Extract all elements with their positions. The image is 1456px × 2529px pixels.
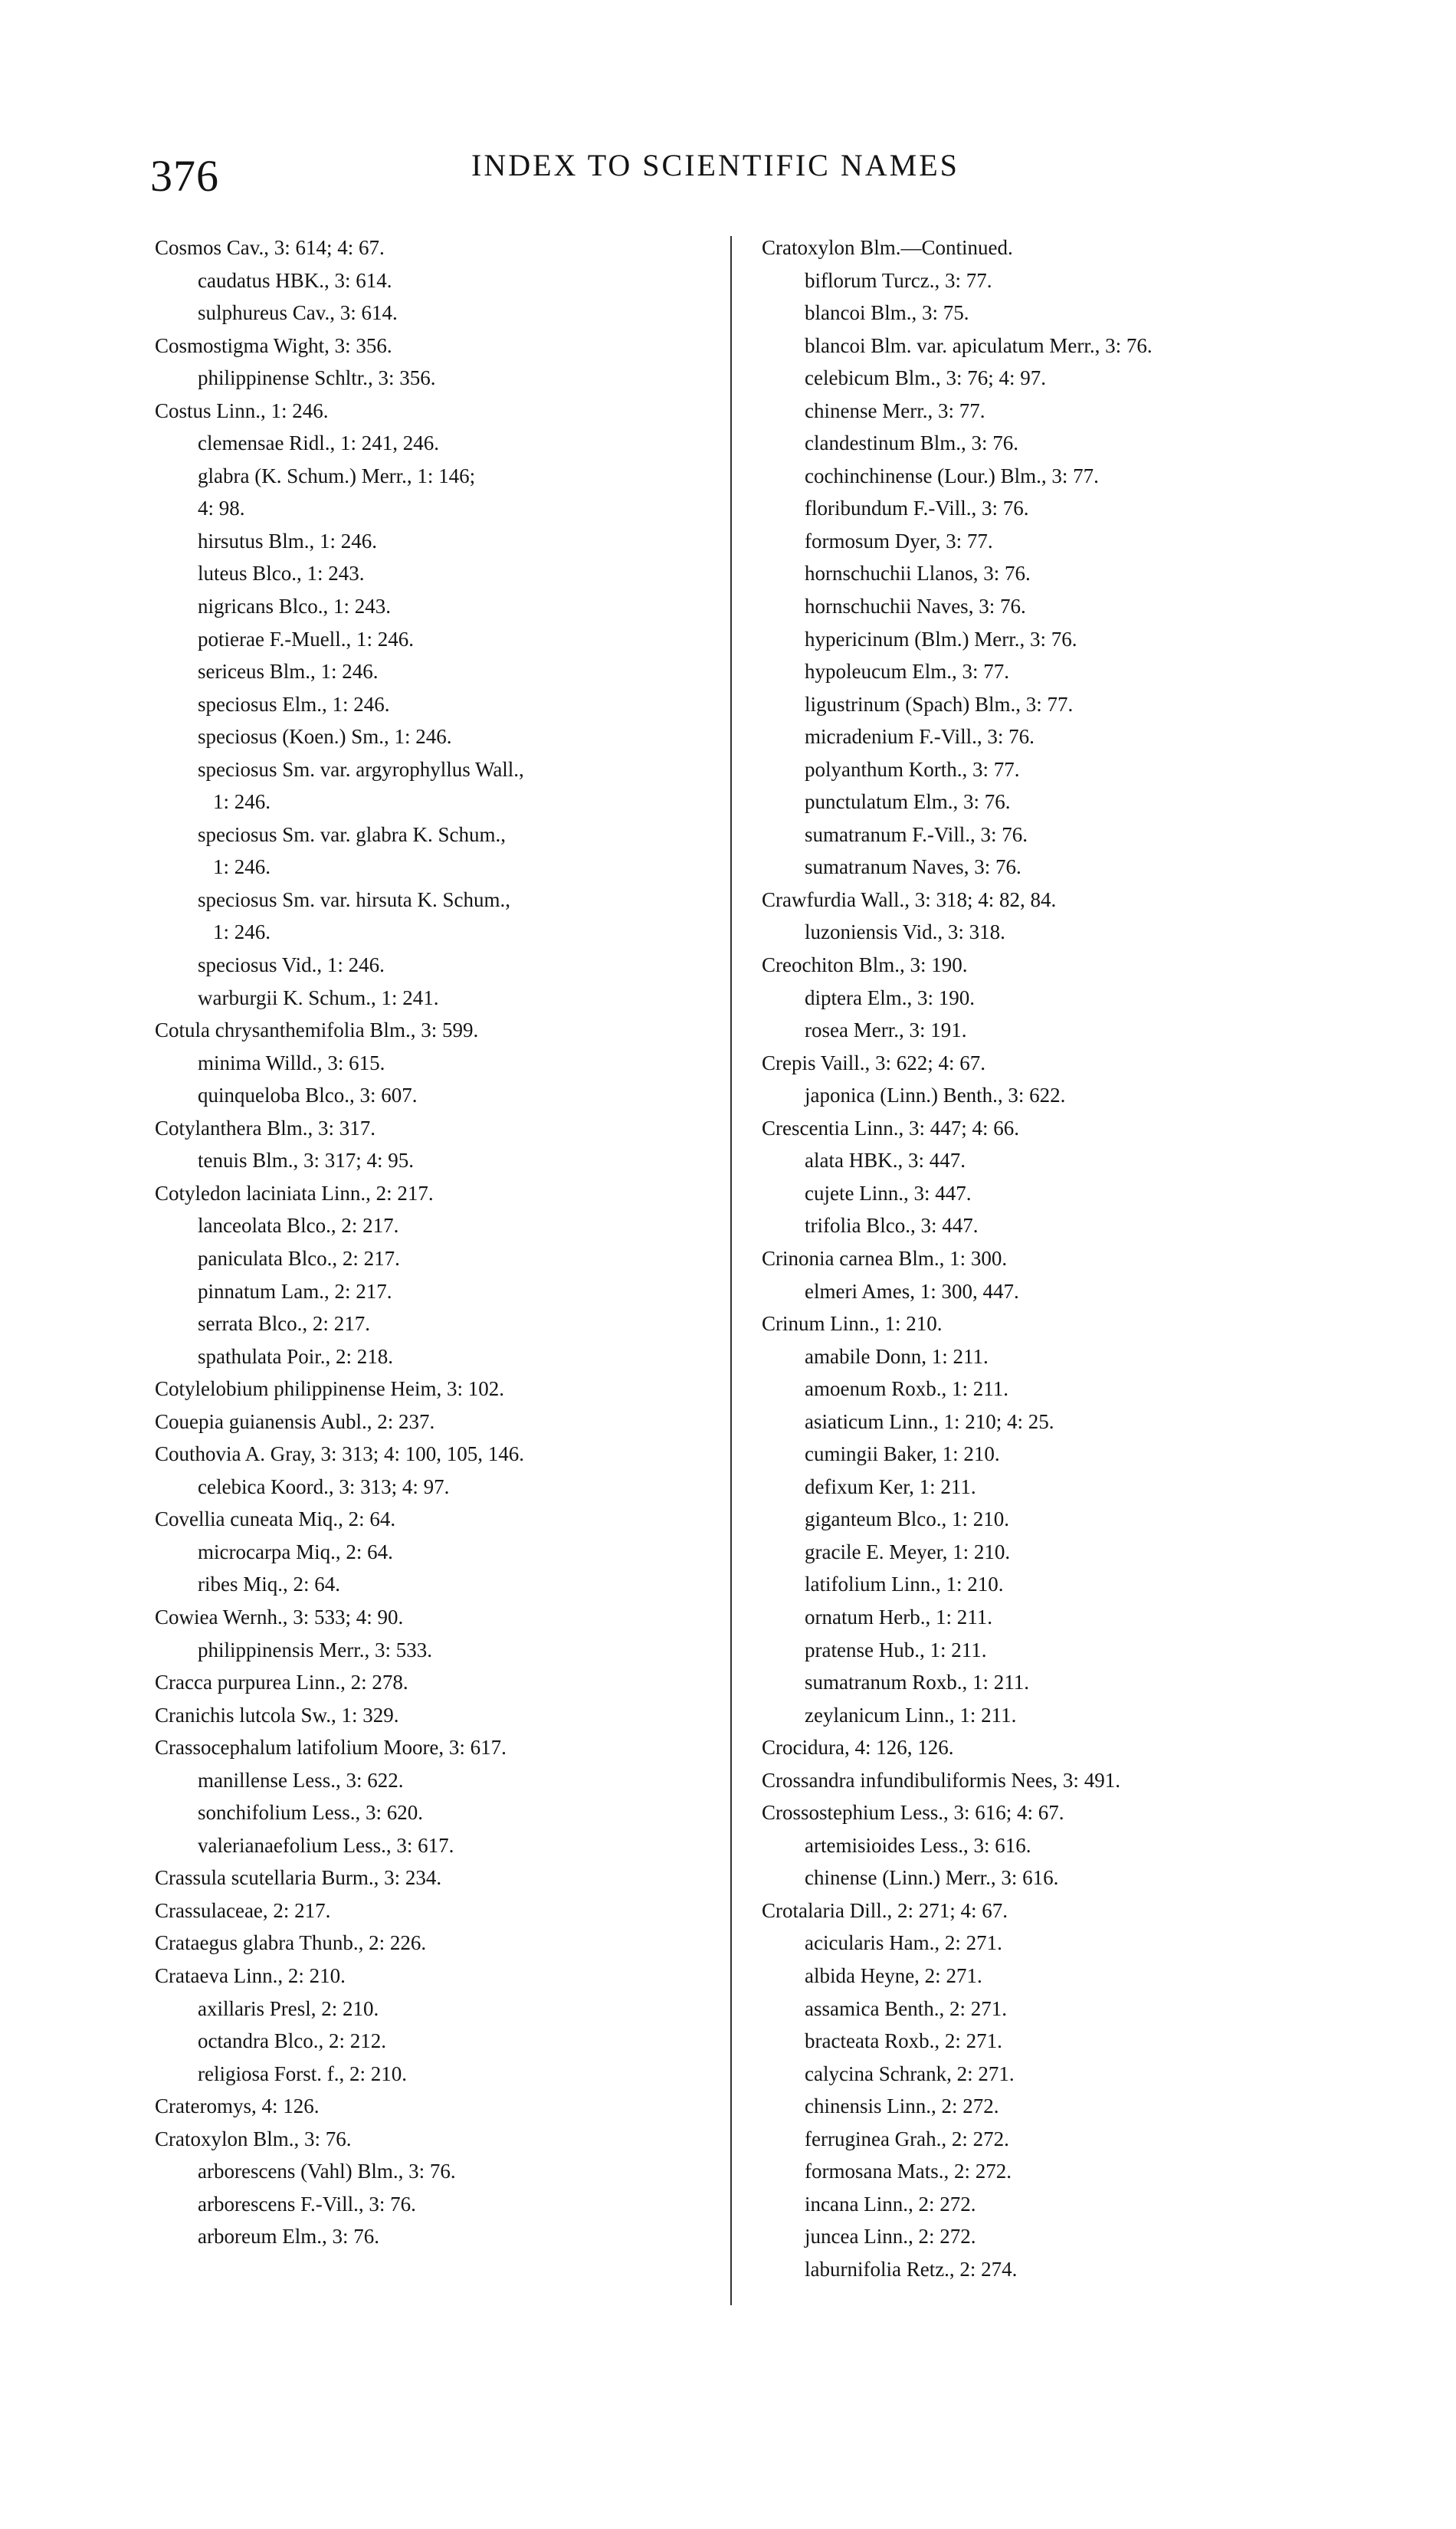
index-entry: amoenum Roxb., 1: 211. (805, 1377, 1008, 1401)
index-entry: paniculata Blco., 2: 217. (198, 1246, 400, 1270)
index-entry: biflorum Turcz., 3: 77. (805, 268, 992, 292)
index-entry: spathulata Poir., 2: 218. (198, 1344, 393, 1368)
index-entry: Crataegus glabra Thunb., 2: 226. (155, 1931, 427, 1955)
index-entry: micradenium F.-Vill., 3: 76. (805, 725, 1035, 749)
index-entry: Creochiton Blm., 3: 190. (762, 953, 968, 977)
index-entry: Crassocephalum latifolium Moore, 3: 617. (155, 1736, 507, 1760)
index-entry: Crataeva Linn., 2: 210. (155, 1963, 346, 1987)
index-column-right (762, 231, 1413, 2285)
index-entry: speciosus Elm., 1: 246. (198, 692, 390, 716)
index-entry: rosea Merr., 3: 191. (805, 1018, 967, 1042)
index-entry: Cratoxylon Blm., 3: 76. (155, 2127, 352, 2150)
index-entry: Cotylanthera Blm., 3: 317. (155, 1116, 375, 1140)
index-entry: ornatum Herb., 1: 211. (805, 1605, 992, 1629)
index-entry: albida Heyne, 2: 271. (805, 1963, 982, 1987)
index-entry: hypoleucum Elm., 3: 77. (805, 660, 1009, 684)
index-entry: sumatranum F.-Vill., 3: 76. (805, 822, 1028, 846)
index-entry: artemisioides Less., 3: 616. (805, 1833, 1031, 1857)
index-entry: axillaris Presl, 2: 210. (198, 1996, 379, 2020)
index-entry: 1: 246. (213, 920, 271, 944)
index-entry: clemensae Ridl., 1: 241, 246. (198, 431, 439, 455)
index-entry: ferruginea Grah., 2: 272. (805, 2127, 1009, 2150)
index-entry: chinensis Linn., 2: 272. (805, 2094, 999, 2118)
index-entry: asiaticum Linn., 1: 210; 4: 25. (805, 1409, 1054, 1433)
index-entry: Cotyledon laciniata Linn., 2: 217. (155, 1181, 434, 1205)
index-entry: Cranichis lutcola Sw., 1: 329. (155, 1703, 399, 1727)
index-entry: diptera Elm., 3: 190. (805, 986, 975, 1009)
column-divider (730, 236, 732, 2305)
index-entry: celebicum Blm., 3: 76; 4: 97. (805, 366, 1046, 390)
index-entry: cumingii Baker, 1: 210. (805, 1442, 1000, 1466)
index-entry: Cotylelobium philippinense Heim, 3: 102. (155, 1377, 504, 1401)
index-entry: alata HBK., 3: 447. (805, 1149, 966, 1173)
index-entry: speciosus (Koen.) Sm., 1: 246. (198, 725, 452, 749)
index-entry: Crinum Linn., 1: 210. (762, 1312, 943, 1336)
index-entry: Cratoxylon Blm.—Continued. (762, 236, 1013, 259)
index-entry: potierae F.-Muell., 1: 246. (198, 627, 415, 651)
index-entry: calycina Schrank, 2: 271. (805, 2062, 1015, 2085)
index-entry: Crossandra infundibuliformis Nees, 3: 491. (762, 1768, 1120, 1792)
index-entry: Crocidura, 4: 126, 126. (762, 1736, 954, 1760)
index-entry: trifolia Blco., 3: 447. (805, 1214, 979, 1238)
index-entry: serrata Blco., 2: 217. (198, 1312, 370, 1336)
index-entry: laburnifolia Retz., 2: 274. (805, 2257, 1018, 2281)
index-entry: tenuis Blm., 3: 317; 4: 95. (198, 1149, 415, 1173)
index-entry: japonica (Linn.) Benth., 3: 622. (805, 1084, 1066, 1107)
index-entry: amabile Donn, 1: 211. (805, 1344, 989, 1368)
index-entry: blancoi Blm. var. apiculatum Merr., 3: 76. (805, 333, 1153, 357)
index-entry: chinense (Linn.) Merr., 3: 616. (805, 1866, 1059, 1890)
index-entry: sumatranum Roxb., 1: 211. (805, 1671, 1029, 1694)
index-entry: sonchifolium Less., 3: 620. (198, 1801, 423, 1825)
index-entry: Cowiea Wernh., 3: 533; 4: 90. (155, 1605, 404, 1629)
index-entry: sumatranum Naves, 3: 76. (805, 855, 1021, 879)
index-entry: lanceolata Blco., 2: 217. (198, 1214, 399, 1238)
index-entry: ribes Miq., 2: 64. (198, 1573, 340, 1596)
index-entry: arborescens F.-Vill., 3: 76. (198, 2192, 416, 2216)
page-title: INDEX TO SCIENTIFIC NAMES (471, 148, 959, 182)
index-entry: celebica Koord., 3: 313; 4: 97. (198, 1474, 450, 1498)
index-entry: acicularis Ham., 2: 271. (805, 1931, 1002, 1955)
index-entry: arborescens (Vahl) Blm., 3: 76. (198, 2160, 456, 2183)
index-entry: cujete Linn., 3: 447. (805, 1181, 972, 1205)
index-entry: blancoi Blm., 3: 75. (805, 301, 969, 325)
index-entry: octandra Blco., 2: 212. (198, 2029, 386, 2053)
index-entry: arboreum Elm., 3: 76. (198, 2225, 379, 2249)
index-entry: manillense Less., 3: 622. (198, 1768, 404, 1792)
index-entry: punctulatum Elm., 3: 76. (805, 790, 1011, 814)
index-entry: Covellia cuneata Miq., 2: 64. (155, 1507, 396, 1531)
index-entry: Crateromys, 4: 126. (155, 2094, 320, 2118)
index-entry: Crawfurdia Wall., 3: 318; 4: 82, 84. (762, 887, 1057, 911)
index-entry: Crossostephium Less., 3: 616; 4: 67. (762, 1801, 1064, 1825)
index-entry: warburgii K. Schum., 1: 241. (198, 986, 439, 1009)
index-entry: 1: 246. (213, 855, 271, 879)
index-entry: hornschuchii Llanos, 3: 76. (805, 562, 1031, 586)
index-entry: Crotalaria Dill., 2: 271; 4: 67. (762, 1898, 1008, 1922)
index-entry: pratense Hub., 1: 211. (805, 1638, 987, 1661)
index-entry: speciosus Sm. var. glabra K. Schum., (198, 822, 506, 846)
index-entry: formosana Mats., 2: 272. (805, 2160, 1012, 2183)
index-entry: juncea Linn., 2: 272. (805, 2225, 976, 2249)
index-entry: Cosmostigma Wight, 3: 356. (155, 333, 392, 357)
index-entry: polyanthum Korth., 3: 77. (805, 757, 1020, 781)
index-entry: philippinensis Merr., 3: 533. (198, 1638, 432, 1661)
index-entry: Crescentia Linn., 3: 447; 4: 66. (762, 1116, 1019, 1140)
index-entry: defixum Ker, 1: 211. (805, 1474, 976, 1498)
index-entry: speciosus Vid., 1: 246. (198, 953, 385, 977)
index-entry: formosum Dyer, 3: 77. (805, 529, 993, 553)
index-entry: microcarpa Miq., 2: 64. (198, 1540, 393, 1563)
index-entry: assamica Benth., 2: 271. (805, 1996, 1007, 2020)
index-entry: pinnatum Lam., 2: 217. (198, 1279, 392, 1303)
index-entry: religiosa Forst. f., 2: 210. (198, 2062, 407, 2085)
index-entry: incana Linn., 2: 272. (805, 2192, 976, 2216)
index-entry: ligustrinum (Spach) Blm., 3: 77. (805, 692, 1074, 716)
index-entry: hornschuchii Naves, 3: 76. (805, 595, 1026, 618)
index-entry: hypericinum (Blm.) Merr., 3: 76. (805, 627, 1077, 651)
index-entry: luzoniensis Vid., 3: 318. (805, 920, 1005, 944)
index-column-left (155, 231, 745, 2253)
index-entry: speciosus Sm. var. argyrophyllus Wall., (198, 757, 524, 781)
index-entry: latifolium Linn., 1: 210. (805, 1573, 1004, 1596)
index-entry: valerianaefolium Less., 3: 617. (198, 1833, 454, 1857)
index-entry: floribundum F.-Vill., 3: 76. (805, 497, 1029, 520)
index-entry: 4: 98. (198, 497, 245, 520)
index-entry: sericeus Blm., 1: 246. (198, 660, 379, 684)
index-entry: philippinense Schltr., 3: 356. (198, 366, 436, 390)
index-entry: Cracca purpurea Linn., 2: 278. (155, 1671, 408, 1694)
page-number: 376 (150, 151, 219, 201)
index-entry: luteus Blco., 1: 243. (198, 562, 365, 586)
index-entry: glabra (K. Schum.) Merr., 1: 146; (198, 464, 476, 487)
index-entry: Crassula scutellaria Burm., 3: 234. (155, 1866, 442, 1890)
index-entry: Crinonia carnea Blm., 1: 300. (762, 1246, 1008, 1270)
index-entry: Cotula chrysanthemifolia Blm., 3: 599. (155, 1018, 479, 1042)
index-entry: cochinchinense (Lour.) Blm., 3: 77. (805, 464, 1099, 487)
index-entry: giganteum Blco., 1: 210. (805, 1507, 1009, 1531)
index-entry: minima Willd., 3: 615. (198, 1051, 385, 1074)
index-entry: quinqueloba Blco., 3: 607. (198, 1084, 418, 1107)
index-entry: gracile E. Meyer, 1: 210. (805, 1540, 1011, 1563)
index-entry: elmeri Ames, 1: 300, 447. (805, 1279, 1019, 1303)
index-entry: Crepis Vaill., 3: 622; 4: 67. (762, 1051, 986, 1074)
index-entry: clandestinum Blm., 3: 76. (805, 431, 1018, 455)
index-entry: Crassulaceae, 2: 217. (155, 1898, 331, 1922)
index-entry: sulphureus Cav., 3: 614. (198, 301, 398, 325)
index-entry: hirsutus Blm., 1: 246. (198, 529, 378, 553)
index-entry: caudatus HBK., 3: 614. (198, 268, 392, 292)
index-entry: Couepia guianensis Aubl., 2: 237. (155, 1409, 435, 1433)
index-entry: speciosus Sm. var. hirsuta K. Schum., (198, 887, 510, 911)
index-entry: Costus Linn., 1: 246. (155, 399, 329, 422)
index-entry: bracteata Roxb., 2: 271. (805, 2029, 1002, 2053)
index-entry: Couthovia A. Gray, 3: 313; 4: 100, 105, 146. (155, 1442, 524, 1466)
index-entry: 1: 246. (213, 790, 271, 814)
index-entry: zeylanicum Linn., 1: 211. (805, 1703, 1017, 1727)
index-entry: chinense Merr., 3: 77. (805, 399, 985, 422)
index-entry: nigricans Blco., 1: 243. (198, 595, 391, 618)
index-entry: Cosmos Cav., 3: 614; 4: 67. (155, 236, 385, 259)
